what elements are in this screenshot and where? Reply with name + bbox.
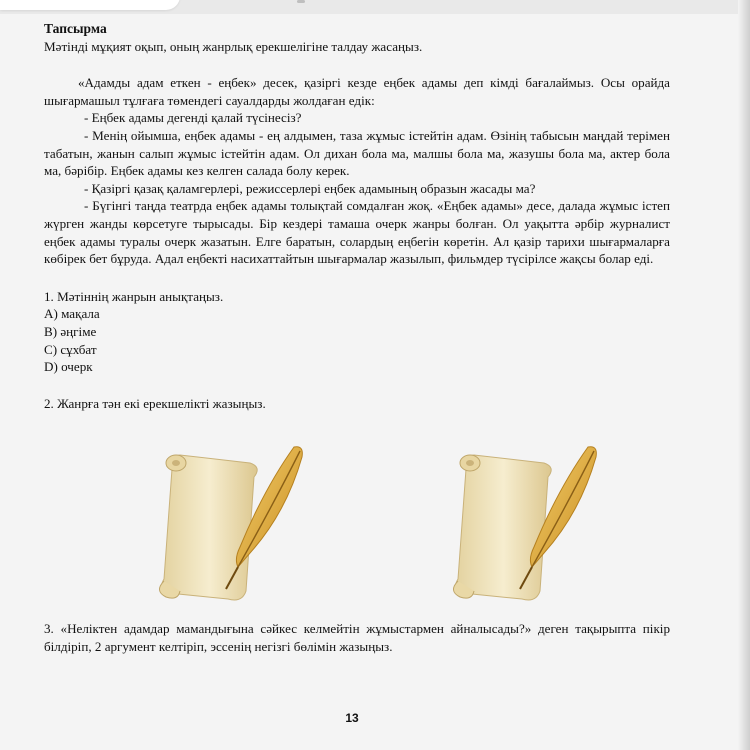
page-edge-shadow [738,0,750,750]
viewer-tab[interactable] [0,0,180,10]
page-number: 13 [345,711,359,725]
interview-answer-1: - Менің ойымша, еңбек адамы - ең алдымен, таза жұмыс істейтін адам. Өзінің табысын маңдай терімен табатын, жанын салып жұмыс істейтін адам. Ол дихан бола ма, малшы бола ма, жазушы бола ма, актер бола ма, бәрібір. Еңбек адамы кез келген салада болу керек. [44,127,670,179]
interview-answer-2: - Бүгінгі таңда театрда еңбек адамы толықтай сомдалған жоқ. «Еңбек адамы» десе, далада жұмыс істеп жүрген жанды көрсетуге тырысады. Бір кездері тамаша очерк жанры болған. Ол уақытта әрбір журналист еңбек адамы туралы очерк жазатын. Елге баратын, солардың еңбегін көретін. Ал қазір тарихи шығармаларға көбірек бет бұруда. Адал еңбекті насихаттайтын шығармалар жазылып, фильмдер түсірілсе жақсы болар еді. [44,198,670,267]
option-b[interactable]: В) әңгіме [44,323,97,339]
interview-question-2: - Қазіргі қазақ қаламгерлері, режиссерлері еңбек адамының образын жасады ма? [84,180,536,196]
question-1-options [44,305,670,375]
option-c[interactable]: С) сұхбат [44,341,97,357]
task-heading: Тапсырма [44,21,107,36]
scroll-indicator [297,0,305,3]
option-a[interactable]: А) мақала [44,306,100,322]
question-3-label: 3. «Неліктен адамдар мамандығына сәйкес келмейтін жұмыстармен айналысады?» деген тақырыпта пікір білдіріп, 2 аргумент келтіріп, эссенің негізгі бөлімін жазыңыз. [44,621,670,654]
scroll-quill-image [448,443,604,603]
task-instruction: Мәтінді мұқият оқып, оның жанрлық ерекшелігіне талдау жасаңыз. [44,38,423,54]
question-1-label: 1. Мәтіннің жанрын анықтаңыз. [44,288,224,304]
document-page [44,20,670,412]
text-paragraph-intro: «Адамды адам еткен - еңбек» десек, қазіргі кезде еңбек адамы деп кімді бағалаймыз. Осы орайда шығармашыл тұлғаға төмендегі сауалдарды жолдаған едік: [44,75,670,108]
option-d[interactable]: D) очерк [44,359,93,375]
scroll-quill-image [154,443,310,603]
interview-question-1: - Еңбек адамы дегенді қалай түсінесіз? [84,110,302,126]
answer-image-area [112,443,602,603]
question-2-label: 2. Жанрға тән екі ерекшелікті жазыңыз. [44,395,266,411]
